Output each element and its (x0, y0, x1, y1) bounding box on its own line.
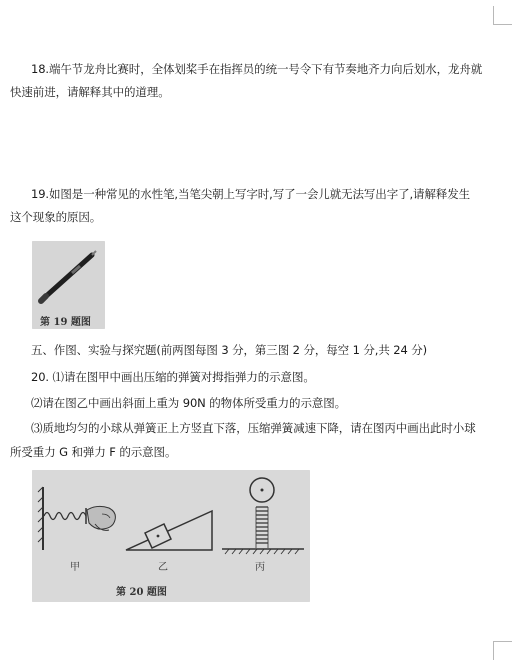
q20-part3-line-2: 所受重力 G 和弹力 F 的示意图。 (10, 445, 177, 459)
figure-b-label: 乙 (158, 562, 168, 573)
figure-a-label: 甲 (70, 562, 80, 573)
q19-line-1: 19.如图是一种常见的水性笔,当笔尖朝上写字时,写了一会儿就无法写出字了,请解释发生 (31, 187, 471, 201)
q20-part2: ⑵请在图乙中画出斜面上重为 90N 的物体所受重力的示意图。 (31, 396, 347, 410)
crop-mark-bottom-right (493, 641, 512, 660)
q19-figure-caption: 第 19 题图 (40, 317, 91, 328)
q20-diagram (32, 470, 310, 602)
q20-figure-caption: 第 20 题图 (116, 587, 167, 598)
q20-figure-photo (32, 470, 310, 602)
section5-heading: 五、作图、实验与探究题(前两图每图 3 分，第三图 2 分，每空 1 分,共 24 分) (31, 343, 428, 357)
q19-line-2: 这个现象的原因。 (10, 210, 102, 224)
figure-c-label: 丙 (255, 562, 265, 573)
q18-line-2: 快速前进，请解释其中的道理。 (10, 85, 170, 99)
q20-part3-line-1: ⑶质地均匀的小球从弹簧正上方竖直下落，压缩弹簧减速下降，请在图丙中画出此时小球 (31, 421, 476, 435)
q19-figure-photo (32, 241, 105, 329)
q18-line-1: 18.端午节龙舟比赛时，全体划桨手在指挥员的统一号令下有节奏地齐力向后划水，龙舟就 (31, 62, 483, 76)
crop-mark-top-right (493, 6, 512, 25)
q20-part1: 20. ⑴请在图甲中画出压缩的弹簧对拇指弹力的示意图。 (31, 370, 315, 384)
